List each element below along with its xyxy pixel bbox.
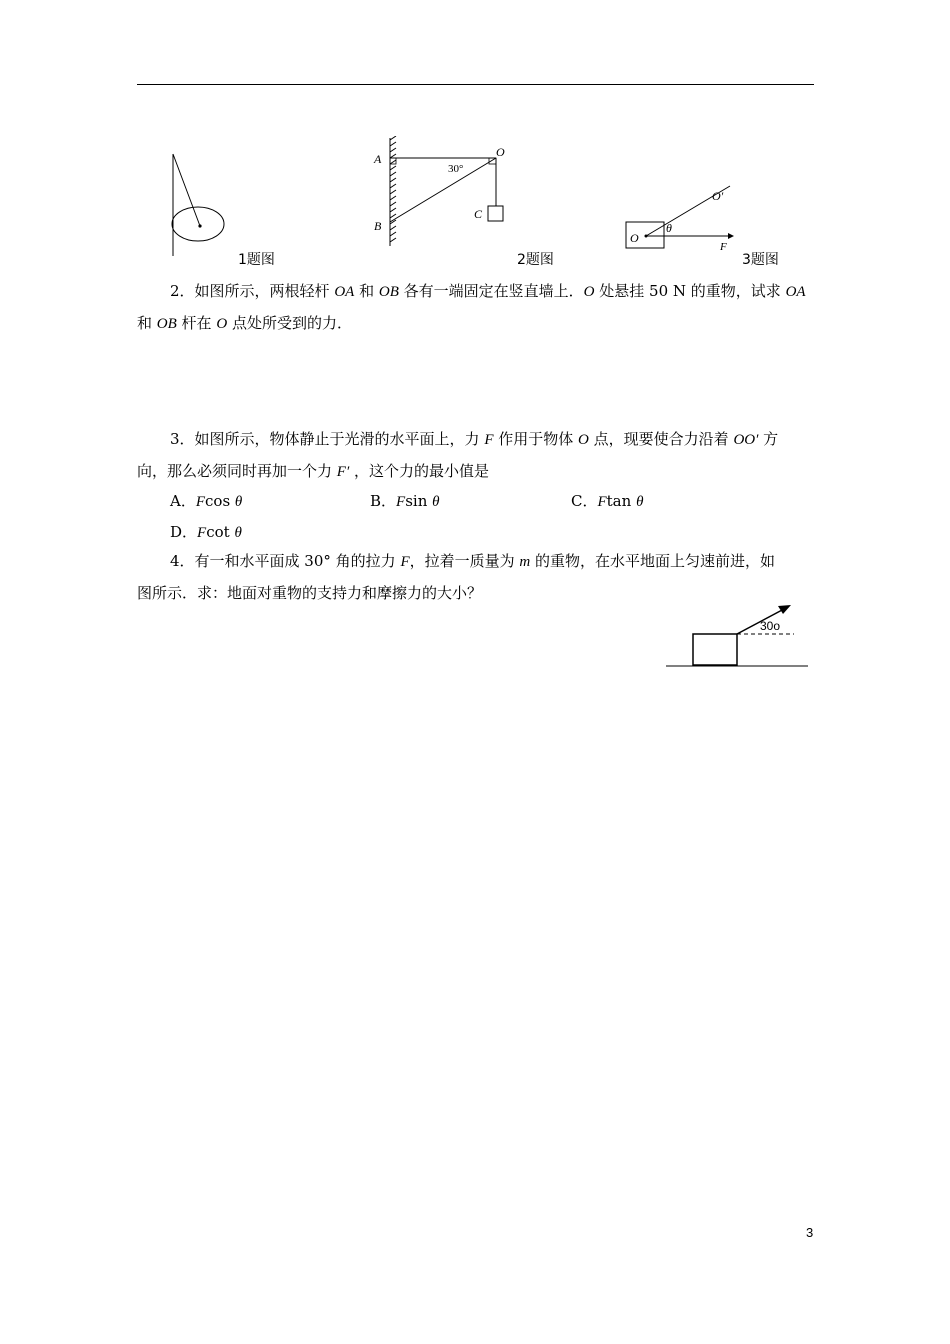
q3-option-b: B．Fsin θ [370,492,440,510]
fig3-label-o: O [630,231,639,245]
figure-1-caption: 1题图 [238,252,275,268]
figure-4 [664,600,814,672]
q2-line-2: 和 OB 杆在 O 点处所受到的力． [137,314,352,332]
q3-line-2: 向，那么必须同时再加一个力 F′ ，这个力的最小值是 [137,462,490,480]
q3-option-c: C．Ftan θ [571,492,644,510]
fig2-label-b: B [374,219,382,233]
fig4-arrowhead [778,605,791,614]
fig3-label-f: F [720,241,727,252]
figure-2 [368,136,518,248]
fig2-label-a: A [374,152,382,166]
q3-option-a: A．Fcos θ [170,492,243,510]
fig2-label-c: C [474,207,483,221]
q3-line-1: 3．如图所示，物体静止于光滑的水平面上，力 F 作用于物体 O 点，现要使合力沿着 OO′ 方 [170,430,779,448]
fig4-box [693,634,737,665]
fig2-wall-hatching [390,136,396,246]
header-rule [137,84,814,85]
fig1-string [173,154,200,226]
fig1-ellipse [172,207,224,241]
q2-line-1: 2．如图所示，两根轻杆 OA 和 OB 各有一端固定在竖直墙上．O 处悬挂 50 N 的重物，试求 OA [170,282,806,300]
figure-3-caption: 3题图 [742,252,779,268]
fig2-angle-label: 30° [448,163,464,175]
fig2-weight-c [488,206,503,221]
figure-2-caption: 2题图 [517,252,554,268]
q3-option-d: D．Fcot θ [170,523,242,541]
fig3-label-o-prime: O′ [712,189,724,203]
fig3-arrowhead-f [728,233,734,239]
fig3-label-theta: θ [666,221,672,235]
figure-3 [620,180,740,252]
fig2-label-o: O [496,145,505,159]
fig4-angle-label: 30o [760,619,781,633]
q4-line-2: 图所示．求：地面对重物的支持力和摩擦力的大小？ [137,584,483,602]
page-number: 3 [806,1225,814,1240]
q4-line-1: 4．有一和水平面成 30° 角的拉力 F，拉着一质量为 m 的重物，在水平地面上匀速前进，如 [170,552,776,570]
fig1-center-dot [198,224,201,227]
figure-1 [160,150,240,260]
